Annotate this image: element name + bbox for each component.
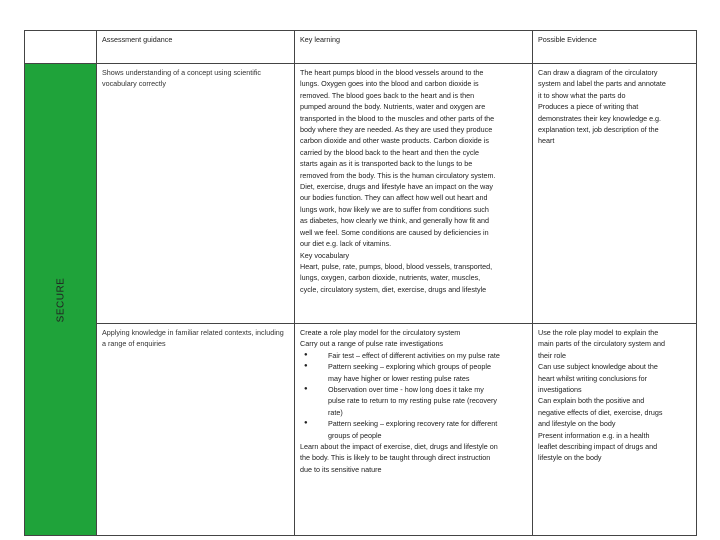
text-line: Learn about the impact of exercise, diet, drugs and lifestyle on xyxy=(300,442,498,452)
text-line: cycle, circulatory system, diet, exercise, drugs and lifestyle xyxy=(300,284,487,294)
bullet-text: Fair test – effect of different activities on my pulse rate xyxy=(328,350,500,360)
text-line: their role xyxy=(538,350,566,360)
bullet-continuation: may have higher or lower resting pulse rates xyxy=(328,373,470,383)
text-line: Produces a piece of writing that xyxy=(538,102,639,112)
text-line: and lifestyle on the body xyxy=(538,419,616,429)
evidence-cell xyxy=(533,324,697,536)
key-learning-cell xyxy=(295,324,533,536)
text-line: system and label the parts and annotate xyxy=(538,79,666,89)
text-line: lungs, oxygen, carbon dioxide, nutrients, water, muscles, xyxy=(300,273,481,283)
bullet-item xyxy=(300,361,527,372)
text-line: lungs. Oxygen goes into the blood and carbon dioxide is xyxy=(300,79,479,89)
text-line: Create a role play model for the circulatory system xyxy=(300,328,461,337)
guidance-cell: Applying knowledge in familiar related contexts, including a range of enquiries xyxy=(97,324,295,536)
key-learning-cell xyxy=(295,64,533,324)
key-learning-text xyxy=(300,67,527,295)
text-line: Carry out a range of pulse rate investigations xyxy=(300,339,444,349)
bullet-item xyxy=(300,384,527,395)
bullet-continuation: groups of people xyxy=(328,430,382,440)
bullet-continuation: pulse rate to return to my resting pulse rate (recovery xyxy=(328,396,497,406)
text-line: investigations xyxy=(538,385,582,395)
text-line: Use the role play model to explain the xyxy=(538,328,659,337)
text-line: the body. This is likely to be taught through direct instruction xyxy=(300,453,491,463)
text-line: it to show what the parts do xyxy=(538,90,626,100)
bullet-text: Pattern seeking – exploring which groups of people xyxy=(328,362,492,372)
secure-label: SECURE xyxy=(54,277,66,322)
text-line: body where they are needed. As they are used they produce xyxy=(300,125,493,135)
text-line: Key vocabulary xyxy=(300,250,350,260)
evidence-cell xyxy=(533,64,697,324)
header-row xyxy=(25,31,697,64)
text-line: as diabetes, how clearly we think, and generally how fit and xyxy=(300,216,489,226)
bullet-text: Pattern seeking – exploring recovery rate for different xyxy=(328,419,498,429)
text-line: carried by the blood back to the heart and then the cycle xyxy=(300,147,480,157)
guidance-cell: Shows understanding of a concept using scientific vocabulary correctly xyxy=(97,64,295,324)
text-line: heart xyxy=(538,136,555,146)
assessment-table xyxy=(24,30,697,536)
bullet-icon: ● xyxy=(304,363,308,370)
text-line: demonstrates their key knowledge e.g. xyxy=(538,113,662,123)
bullet-continuation: rate) xyxy=(328,407,343,417)
text-line: main parts of the circulatory system and xyxy=(538,339,666,349)
header-evidence: Possible Evidence xyxy=(533,31,697,64)
text-line: leaflet describing impact of drugs and xyxy=(538,442,658,452)
text-line: Diet, exercise, drugs and lifestyle have an impact on the way xyxy=(300,182,493,192)
table-row xyxy=(25,324,697,536)
text-line: Heart, pulse, rate, pumps, blood, blood vessels, transported, xyxy=(300,261,493,271)
text-line: removed. The blood goes back to the heart and is then xyxy=(300,90,475,100)
text-line: pumped around the body. Nutrients, water and oxygen are xyxy=(300,102,486,112)
bullet-item xyxy=(300,418,527,429)
bullet-icon: ● xyxy=(304,420,308,427)
text-line: Can use subject knowledge about the xyxy=(538,362,658,372)
text-line: negative effects of diet, exercise, drugs xyxy=(538,407,663,417)
text-line: removed from the body. This is the human circulatory system. xyxy=(300,170,496,180)
text-line: Present information e.g. in a health xyxy=(538,430,650,440)
text-line: lungs work, how likely we are to suffer from conditions such xyxy=(300,204,489,214)
text-line: our bodies function. They can affect how well out heart and xyxy=(300,193,488,203)
text-line: due to its sensitive nature xyxy=(300,464,382,474)
text-line: carbon dioxide and other waste products. Carbon dioxide is xyxy=(300,136,489,146)
secure-band xyxy=(25,64,97,536)
header-guidance: Assessment guidance xyxy=(97,31,295,64)
corner-cell xyxy=(25,31,97,64)
text-line: starts again as it is transported back to the lungs to be xyxy=(300,159,473,169)
bullet-item xyxy=(300,350,527,361)
text-line: explanation text, job description of the xyxy=(538,125,659,135)
text-line: heart whilst writing conclusions for xyxy=(538,373,648,383)
bullet-text: Observation over time - how long does it take my xyxy=(328,385,484,395)
table-row xyxy=(25,64,697,324)
text-line: well we feel. Some conditions are caused by deficiencies in xyxy=(300,227,489,237)
text-line: Can explain both the positive and xyxy=(538,396,645,406)
header-key-learning: Key learning xyxy=(295,31,533,64)
text-line: our diet e.g. lack of vitamins. xyxy=(300,239,392,249)
text-line: Can draw a diagram of the circulatory xyxy=(538,68,658,77)
text-line: The heart pumps blood in the blood vessels around to the xyxy=(300,68,484,77)
bullet-icon: ● xyxy=(304,351,308,358)
text-line: transported in the blood to the muscles and other parts of the xyxy=(300,113,495,123)
text-line: lifestyle on the body xyxy=(538,453,602,463)
bullet-icon: ● xyxy=(304,386,308,393)
